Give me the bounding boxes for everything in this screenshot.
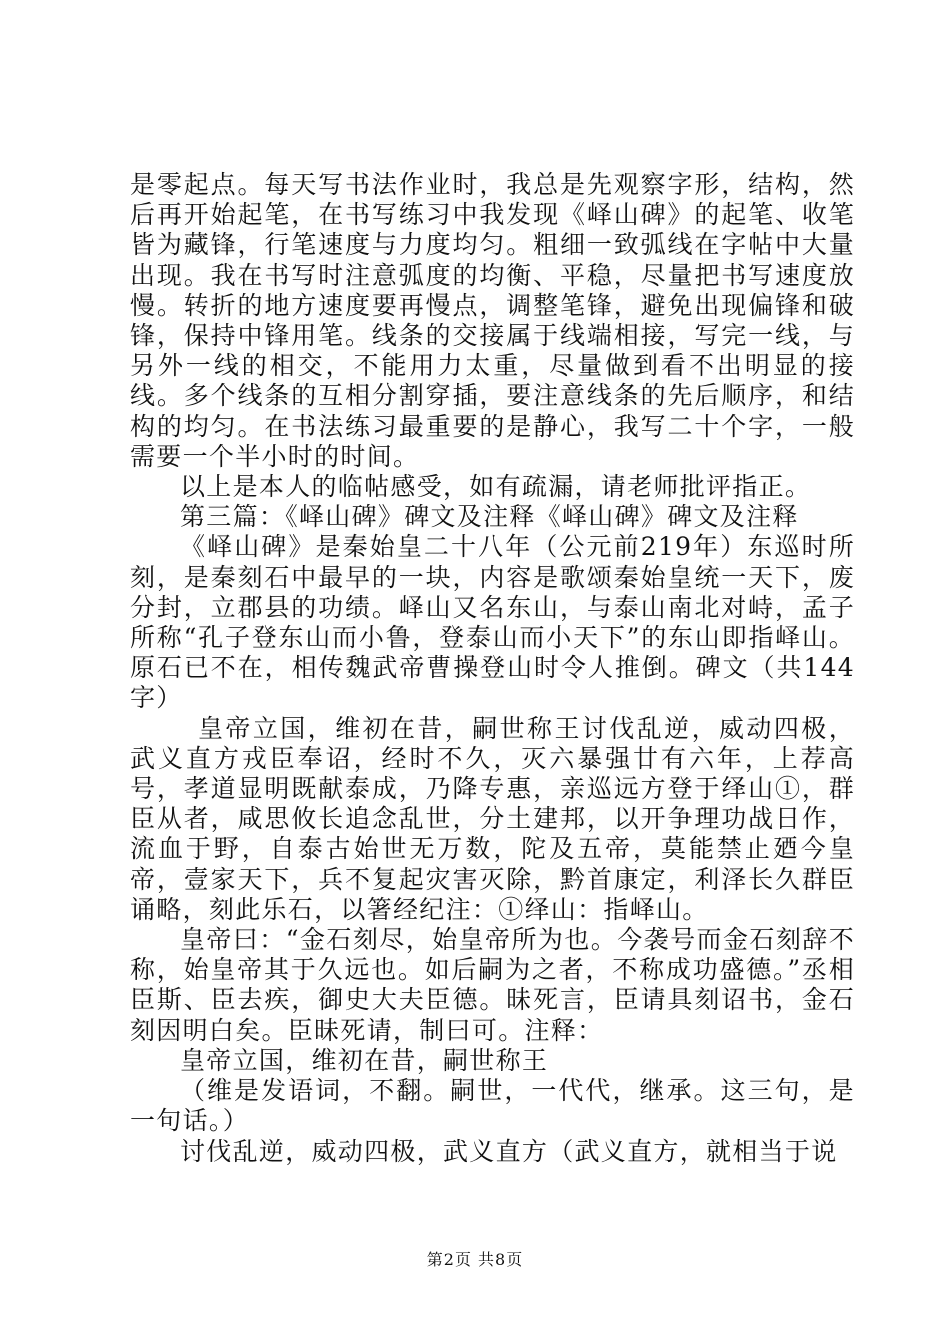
paragraph-inscription: 皇帝立国，维初在昔，嗣世称王讨伐乱逆，威动四极，武义直方戎臣奉诏，经时不久，灭六暴强廿有六年，上荐高号，孝道显明既献泰成，乃降专惠，亲巡远方登于绎山①，群臣从者，咸思攸长追念乱世，分土建邦，以开争理功战日作，流血于野，自泰古始世无万数，陀及五帝，莫能禁止廼今皇帝，壹家天下，兵不复起灾害灭除，黔首康定，利泽长久群臣诵略，刻此乐石，以箸经纪注：①绎山：指峄山。 <box>130 713 855 924</box>
paragraph-edict: 皇帝曰：“金石刻尽，始皇帝所为也。今袭号而金石刻辞不称，始皇帝其于久远也。如后嗣为之者，不称成功盛德。”丞相臣斯、臣去疾，御史大夫臣德。昧死言，臣请具刻诏书，金石刻因明白矣。臣昧死请，制曰可。注释： <box>130 925 855 1045</box>
paragraph-practice-notes: 是零起点。每天写书法作业时，我总是先观察字形，结构，然后再开始起笔，在书写练习中我发现《峄山碑》的起笔、收笔皆为藏锋，行笔速度与力度均匀。粗细一致弧线在字帖中大量出现。我在书写时注意弧度的均衡、平稳，尽量把书写速度放慢。转折的地方速度要再慢点，调整笔锋，避免出现偏锋和破锋，保持中锋用笔。线条的交接属于线端相接，写完一线，与另外一线的相交，不能用力太重，尽量做到看不出明显的接线。多个线条的互相分割穿插，要注意线条的先后顺序，和结构的均匀。在书法练习最重要的是静心，我写二十个字，一般需要一个半小时的时间。 <box>130 170 855 471</box>
paragraph-annotation-line-1: 皇帝立国，维初在昔，嗣世称王 <box>180 1045 549 1075</box>
body-text <box>130 170 855 1167</box>
paragraph-closing-remark: 以上是本人的临帖感受，如有疏漏，请老师批评指正。 <box>180 472 812 502</box>
section-heading: 第三篇：《峄山碑》碑文及注释《峄山碑》碑文及注释 <box>180 502 799 532</box>
paragraph-annotation-line-2: 讨伐乱逆，威动四极，武义直方（武义直方，就相当于说 <box>180 1136 838 1166</box>
page-number-footer: 第2页 共8页 <box>426 1250 524 1269</box>
paragraph-stele-intro: 《峄山碑》是秦始皇二十八年（公元前219年）东巡时所刻，是秦刻石中最早的一块，内容是歌颂秦始皇统一天下，废分封，立郡县的功绩。峄山又名东山，与泰山南北对峙，孟子所称“孔子登东山而小鲁，登泰山而小天下”的东山即指峄山。原石已不在，相传魏武帝曹操登山时令人推倒。碑文（共144字） <box>130 532 855 713</box>
paragraph-annotation-note-1: （维是发语词，不翻。嗣世，一代代，继承。这三句，是一句话。） <box>130 1076 855 1136</box>
